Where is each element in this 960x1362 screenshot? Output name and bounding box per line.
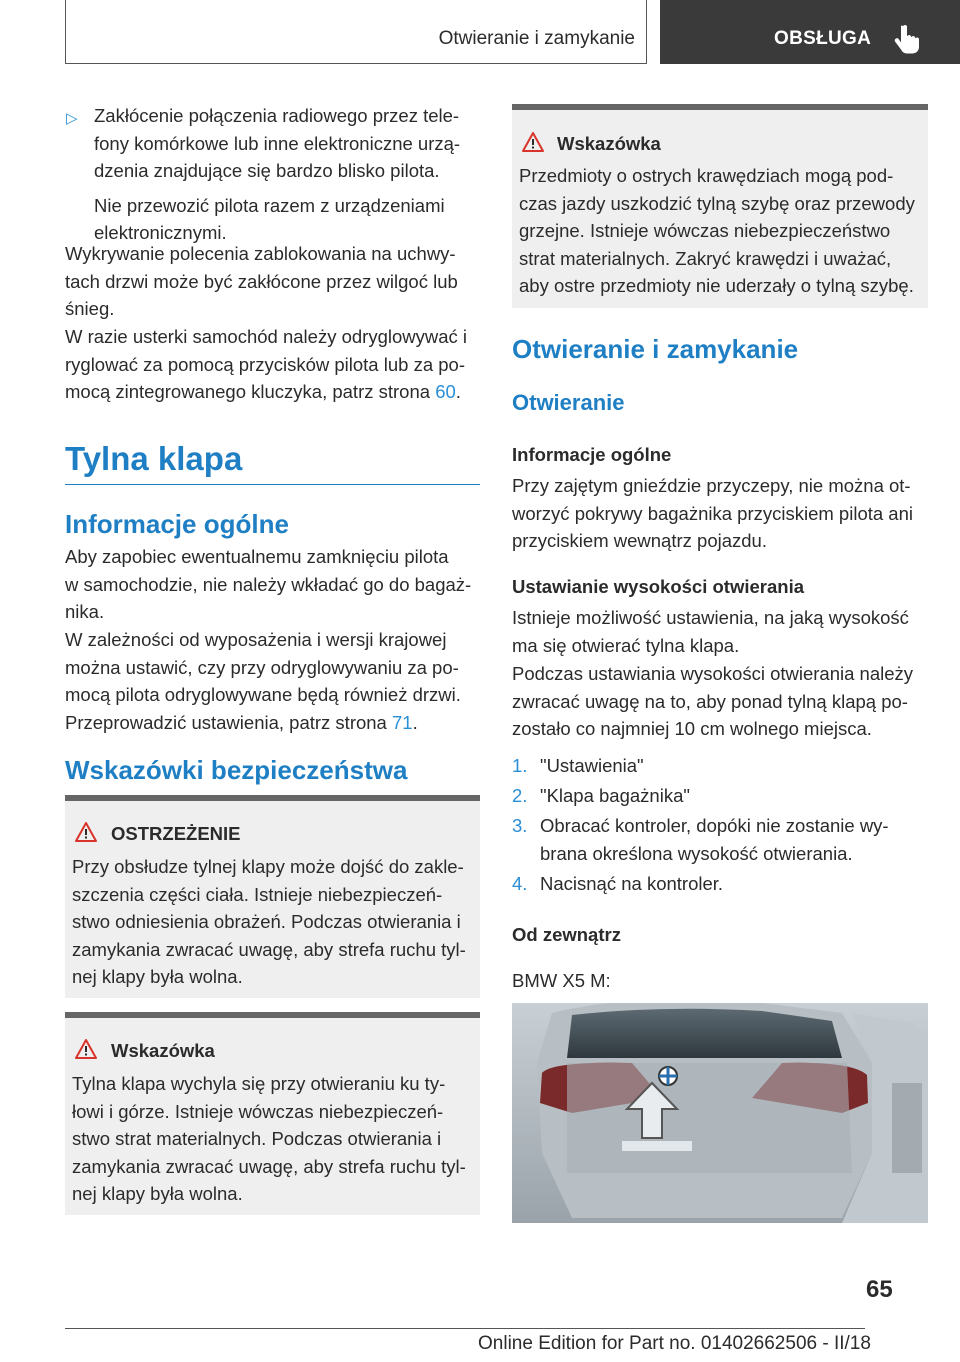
hand-pointer-icon [893,24,921,54]
paragraph: Przy zajętym gnieździe przyczepy, nie można ot- worzyć pokrywy bagażnika przyciskiem pilota ani przyciskiem wewnątrz pojazdu. [512,475,913,551]
bullet-triangle-icon: ▷ [66,110,78,127]
heading-safety: Wskazówki bezpieczeństwa [65,755,408,785]
paragraph: W razie usterki samochód należy odryglowywać i ryglować za pomocą przycisków pilota lub za po- mocą zintegrowanego kluczyka, patrz strona 60. [65,326,468,402]
warning-triangle-icon [521,131,545,153]
subheading-from-outside: Od zewnątrz [512,924,621,945]
heading-tailgate: Tylna klapa [65,440,243,477]
warning-triangle-icon [74,1038,98,1060]
page-number: 65 [866,1276,893,1303]
subheading-general-info: Informacje ogólne [512,444,672,465]
subheading-opening-height: Ustawianie wysokości otwierania [512,576,804,597]
header-section-title: Otwieranie i zamykanie [438,28,635,49]
model-label: BMW X5 M: [512,970,611,991]
paragraph: Istnieje możliwość ustawienia, na jaką wysokość ma się otwierać tylna klapa. [512,607,909,656]
note-text: Przedmioty o ostrych krawędziach mogą pod- czas jazdy uszkodzić tylną szybę oraz przewody grzejne. Istnieje wówczas niebezpieczeństwo strat materialnych. Zakryć krawędzi i uważać, aby ostre przedmioty nie uderzały o tylną szybę. [519,165,915,296]
bullet-text: Zakłócenie połączenia radiowego przez tele- fony komórkowe lub inne elektroniczne urzą- dzenia znajdujące się bardzo blisko pilota. Nie przewozić pilota razem z urządzeniami elektronicznymi. [94,105,461,243]
note-title: Wskazówka [557,133,661,154]
paragraph: Aby zapobiec ewentualnemu zamknięciu pilota w samochodzie, nie należy wkładać go do bagaż- nika. [65,546,472,622]
heading-general-info: Informacje ogólne [65,509,289,539]
heading-rule [65,484,480,485]
step-item: 2. "Klapa bagażnika" [512,785,690,806]
heading-opening: Otwieranie [512,390,625,415]
step-item: 3. Obracać kontroler, dopóki nie zostanie wy- brana określona wysokość otwierania. [512,815,889,864]
header-tab-label[interactable]: OBSŁUGA [774,28,872,49]
page-link[interactable]: 60 [435,381,456,402]
step-list [512,752,889,900]
paragraph: Podczas ustawiania wysokości otwierania należy zwracać uwagę na to, aby ponad tylną klapą po- zostało co najmniej 10 cm wolnego miejsca. [512,663,914,739]
warning-text: Przy obsłudze tylnej klapy może dojść do zakle- szczenia części ciała. Istnieje niebezpieczeń- stwo odniesienia obrażeń. Podczas otwierania i zamykania zwracać uwagę, aby strefa ruchu tyl- nej klapy była wolna. [72,856,466,987]
paragraph: Wykrywanie polecenia zablokowania na uchwy- tach drzwi może być zakłócone przez wilgoć lub śnieg. [65,243,458,319]
warning-triangle-icon [74,821,98,843]
step-item: 1. "Ustawienia" [512,755,644,776]
note-title: Wskazówka [111,1040,215,1061]
page-link[interactable]: 71 [392,711,413,733]
note-text: Tylna klapa wychyla się przy otwieraniu ku ty- łowi i górze. Istnieje wówczas niebezpieczeń- stwo strat materialnych. Podczas otwierania i zamykania zwracać uwagę, aby strefa ruchu tyl- nej klapy była wolna. [72,1073,466,1204]
heading-open-close: Otwieranie i zamykanie [512,334,799,364]
step-item: 4. Nacisnąć na kontroler. [512,873,724,894]
paragraph: W zależności od wyposażenia i wersji krajowej można ustawić, czy przy odryglowywaniu za po- mocą pilota odryglowywane będą również drzwi. Przeprowadzić ustawienia, patrz strona 71. [65,629,461,733]
car-rear-photo [512,1003,928,1223]
footer-rule [65,1328,865,1329]
warning-title: OSTRZEŻENIE [111,823,241,844]
footer-edition: Online Edition for Part no. 01402662506 - II/18 [478,1333,871,1354]
